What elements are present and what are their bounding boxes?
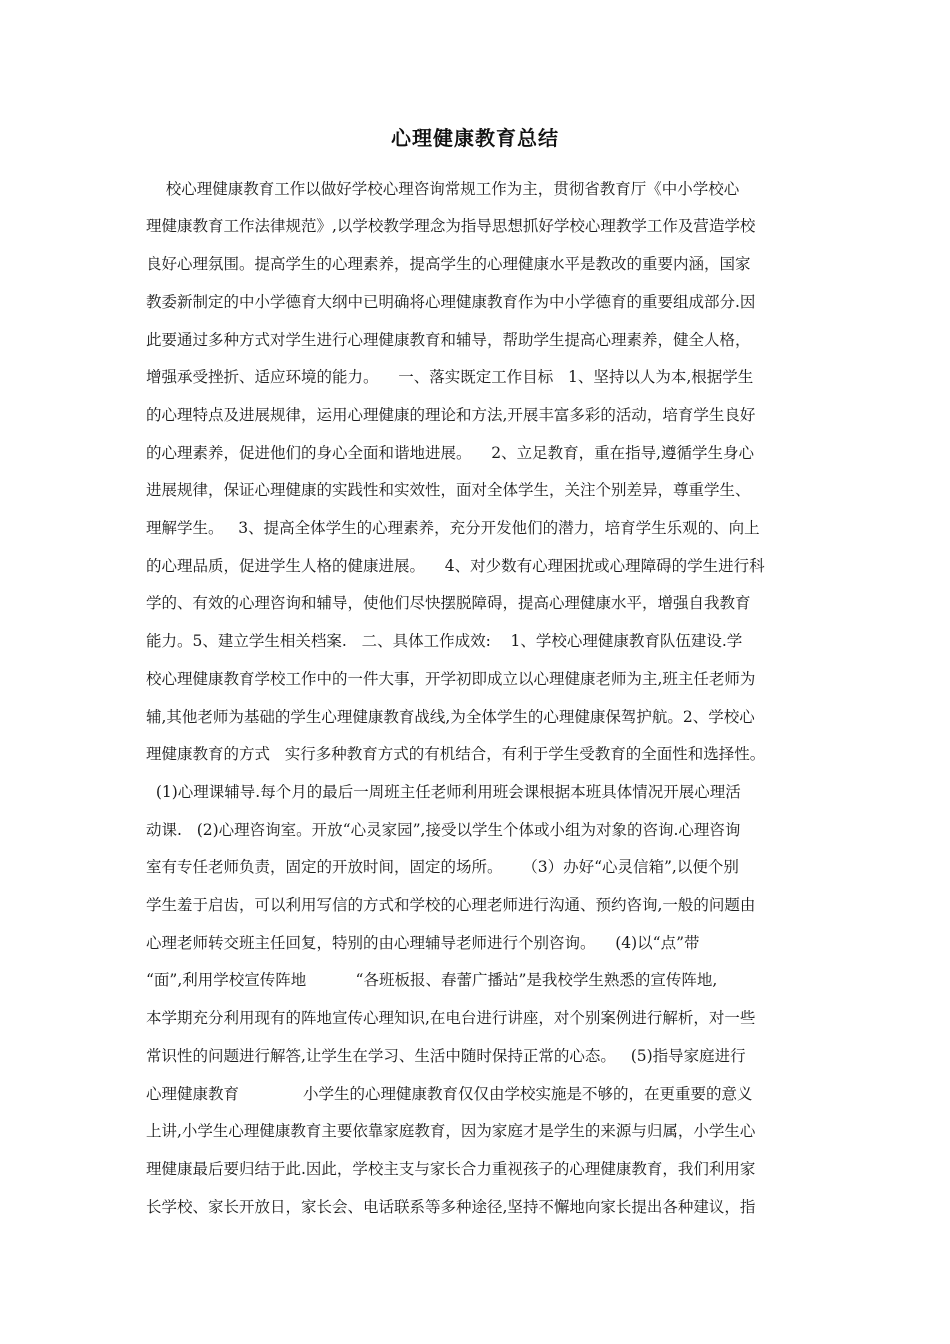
body-line: 心理健康教育 小学生的心理健康教育仅仅由学校实施是不够的，在更重要的意义 [146, 1085, 753, 1103]
body-line: 本学期充分利用现有的阵地宣传心理知识,在电台进行讲座，对个别案例进行解析，对一些 [146, 1009, 756, 1027]
body-line: (1)心理课辅导.每个月的最后一周班主任老师利用班会课根据本班具体情况开展心理活 [146, 783, 741, 801]
body-line: 理健康最后要归结于此.因此，学校主支与家长合力重视孩子的心理健康教育，我们利用家 [146, 1160, 756, 1178]
body-line: 的心理品质，促进学生人格的健康进展。 4、对少数有心理困扰或心理障碍的学生进行科 [146, 557, 765, 575]
body-line: 学的、有效的心理咨询和辅导，使他们尽快摆脱障碍，提高心理健康水平，增强自我教育 [146, 594, 751, 612]
body-line: 校心理健康教育工作以做好学校心理咨询常规工作为主，贯彻省教育厅《中小学校心 [146, 180, 740, 198]
body-line: 常识性的问题进行解答,让学生在学习、生活中随时保持正常的心态。 (5)指导家庭进行 [146, 1047, 746, 1065]
body-line: 辅,其他老师为基础的学生心理健康教育战线,为全体学生的心理健康保驾护航。2、学校心 [146, 708, 755, 726]
body-line: 长学校、家长开放日，家长会、电话联系等多种途径,坚持不懈地向家长提出各种建议，指 [146, 1198, 756, 1216]
body-line: 学生羞于启齿，可以利用写信的方式和学校的心理老师进行沟通、预约咨询,一般的问题由 [146, 896, 756, 914]
body-line: 的心理特点及进展规律，运用心理健康的理论和方法,开展丰富多彩的活动，培育学生良好 [146, 406, 756, 424]
body-line: 理健康教育工作法律规范》,以学校教学理念为指导思想抓好学校心理教学工作及营造学校 [146, 217, 756, 235]
body-line: 理健康教育的方式 实行多种教育方式的有机结合，有利于学生受教育的全面性和选择性。 [146, 745, 766, 763]
body-line: 良好心理氛围。提高学生的心理素养，提高学生的心理健康水平是教改的重要内涵，国家 [146, 255, 751, 273]
body-line: 动课. (2)心理咨询室。开放“心灵家园”,接受以学生个体或小组为对象的咨询.心理咨询 [146, 821, 741, 839]
body-line: 室有专任老师负责，固定的开放时间，固定的场所。 （3）办好“心灵信箱”,以便个别 [146, 858, 739, 876]
body-line: 增强承受挫折、适应环境的能力。 一、落实既定工作目标 1、坚持以人为本,根据学生 [146, 368, 754, 386]
body-line: 上讲,小学生心理健康教育主要依靠家庭教育，因为家庭才是学生的来源与归属，小学生心 [146, 1122, 756, 1140]
body-line: 心理老师转交班主任回复，特别的由心理辅导老师进行个别咨询。 (4)以“点”带 [146, 934, 700, 952]
body-line: 校心理健康教育学校工作中的一件大事，开学初即成立以心理健康老师为主,班主任老师为 [146, 670, 756, 688]
document-title: 心理健康教育总结 [391, 126, 559, 150]
body-line: “面”,利用学校宣传阵地 “各班板报、春蕾广播站”是我校学生熟悉的宣传阵地, [146, 971, 718, 989]
body-line: 的心理素养，促进他们的身心全面和谐地进展。 2、立足教育，重在指导,遵循学生身心 [146, 444, 754, 462]
body-line: 理解学生。 3、提高全体学生的心理素养，充分开发他们的潜力，培育学生乐观的、向上 [146, 519, 760, 537]
body-line: 教委新制定的中小学德育大纲中已明确将心理健康教育作为中小学德育的重要组成部分.因 [146, 293, 756, 311]
body-line: 能力。5、建立学生相关档案. 二、具体工作成效: 1、学校心理健康教育队伍建设.学 [146, 632, 743, 650]
body-line: 进展规律，保证心理健康的实践性和实效性，面对全体学生，关注个别差异，尊重学生、 [146, 481, 751, 499]
body-line: 此要通过多种方式对学生进行心理健康教育和辅导，帮助学生提高心理素养，健全人格， [146, 331, 751, 349]
